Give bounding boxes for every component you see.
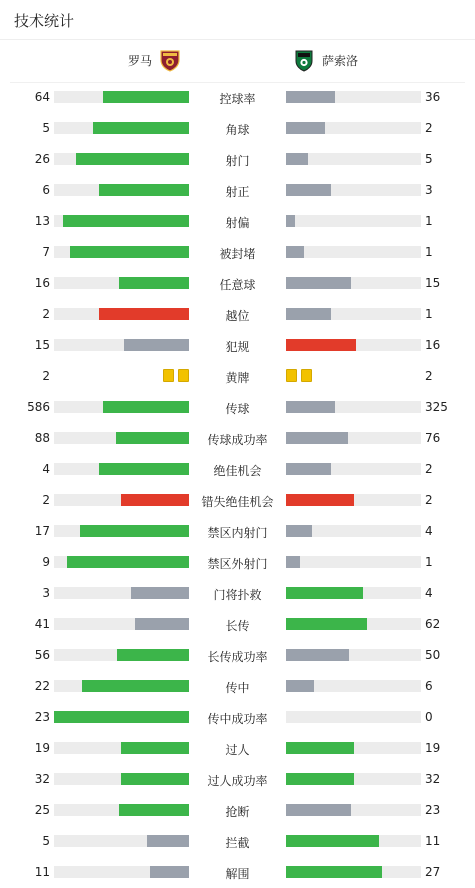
away-bar-fill	[286, 339, 356, 351]
away-value: 19	[425, 741, 441, 755]
stat-row	[0, 670, 475, 701]
stat-row	[0, 391, 475, 422]
stat-label: 过人	[225, 743, 250, 757]
home-bar-track	[54, 246, 189, 258]
stat-row	[0, 329, 475, 360]
away-bar-track	[286, 401, 421, 413]
away-bar-fill	[286, 184, 331, 196]
stat-row	[0, 81, 475, 112]
home-bar-fill	[76, 153, 189, 165]
away-value: 62	[425, 617, 441, 631]
away-value: 0	[425, 710, 433, 724]
away-value: 16	[425, 338, 441, 352]
home-bar-track	[54, 215, 189, 227]
away-bar-fill	[286, 804, 351, 816]
yellow-card-icon	[286, 369, 297, 382]
home-bar-fill	[70, 246, 189, 258]
home-bar-fill	[54, 711, 189, 723]
away-value: 11	[425, 834, 441, 848]
home-bar-track	[54, 835, 189, 847]
away-bar-fill	[286, 277, 351, 289]
stat-label: 错失绝佳机会	[201, 495, 274, 509]
stat-row	[0, 112, 475, 143]
stat-row	[0, 825, 475, 856]
away-bar-track	[286, 246, 421, 258]
stat-label: 传中	[225, 681, 250, 695]
away-bar-fill	[286, 91, 335, 103]
stat-label: 绝佳机会	[213, 464, 262, 478]
stat-row	[0, 608, 475, 639]
home-bar-track	[54, 804, 189, 816]
home-team-name: 罗马	[127, 53, 152, 68]
away-bar-track	[286, 525, 421, 537]
away-bar-track	[286, 587, 421, 599]
away-bar-track	[286, 649, 421, 661]
home-value: 23	[34, 710, 50, 724]
away-bar-track	[286, 711, 421, 723]
home-bar-track	[54, 494, 189, 506]
away-value: 27	[425, 865, 441, 879]
home-value: 586	[27, 400, 50, 414]
away-value: 1	[425, 307, 433, 321]
stat-row	[0, 577, 475, 608]
stat-row	[0, 174, 475, 205]
home-value: 32	[34, 772, 50, 786]
away-bar-fill	[286, 122, 325, 134]
away-bar-track	[286, 308, 421, 320]
away-yellow-cards	[286, 369, 312, 382]
stat-row	[0, 515, 475, 546]
home-value: 5	[42, 121, 50, 135]
home-bar-track	[54, 680, 189, 692]
away-bar-fill	[286, 556, 300, 568]
stat-row	[0, 267, 475, 298]
home-value: 6	[42, 183, 50, 197]
home-value: 26	[34, 152, 50, 166]
home-bar-track	[54, 587, 189, 599]
away-value: 1	[425, 245, 433, 259]
stat-label: 长传成功率	[207, 650, 268, 664]
home-value: 16	[34, 276, 50, 290]
away-bar-track	[286, 494, 421, 506]
home-bar-track	[54, 742, 189, 754]
home-team[interactable]	[128, 48, 182, 72]
away-bar-track	[286, 680, 421, 692]
away-value: 2	[425, 121, 433, 135]
stat-label: 解围	[225, 867, 250, 881]
yellow-card-icon	[163, 369, 174, 382]
home-value: 15	[34, 338, 50, 352]
home-value: 25	[34, 803, 50, 817]
home-value: 19	[34, 741, 50, 755]
yellow-card-icon	[301, 369, 312, 382]
home-value: 17	[34, 524, 50, 538]
away-value: 2	[425, 462, 433, 476]
home-bar-track	[54, 308, 189, 320]
away-bar-track	[286, 835, 421, 847]
away-bar-fill	[286, 525, 312, 537]
stat-label: 传球成功率	[207, 433, 268, 447]
roma-crest-icon	[158, 48, 182, 72]
home-bar-fill	[99, 184, 189, 196]
stat-row	[0, 453, 475, 484]
home-bar-track	[54, 866, 189, 878]
away-bar-track	[286, 153, 421, 165]
stat-row	[0, 422, 475, 453]
stat-label: 角球	[225, 123, 250, 137]
away-bar-fill	[286, 618, 367, 630]
home-bar-fill	[121, 742, 189, 754]
home-bar-track	[54, 649, 189, 661]
stat-row	[0, 236, 475, 267]
away-bar-track	[286, 463, 421, 475]
away-bar-track	[286, 866, 421, 878]
away-value: 36	[425, 90, 441, 104]
teams-row	[10, 40, 465, 83]
home-bar-track	[54, 432, 189, 444]
home-bar-track	[54, 618, 189, 630]
away-value: 50	[425, 648, 441, 662]
home-bar-fill	[121, 494, 189, 506]
away-bar-track	[286, 804, 421, 816]
home-bar-fill	[131, 587, 189, 599]
away-bar-fill	[286, 153, 308, 165]
home-value: 88	[34, 431, 50, 445]
home-bar-fill	[147, 835, 189, 847]
home-bar-track	[54, 184, 189, 196]
away-value: 23	[425, 803, 441, 817]
stats-header	[0, 0, 475, 40]
away-bar-fill	[286, 742, 354, 754]
home-bar-track	[54, 525, 189, 537]
home-bar-track	[54, 556, 189, 568]
home-bar-fill	[80, 525, 189, 537]
stat-row	[0, 360, 475, 391]
away-bar-track	[286, 184, 421, 196]
stat-row	[0, 205, 475, 236]
away-team[interactable]	[292, 48, 358, 72]
home-bar-track	[54, 711, 189, 723]
stat-row	[0, 639, 475, 670]
stat-label: 黄牌	[225, 371, 250, 385]
home-bar-track	[54, 277, 189, 289]
away-value: 32	[425, 772, 441, 786]
away-bar-fill	[286, 680, 314, 692]
home-bar-fill	[103, 91, 189, 103]
sassuolo-crest-icon	[292, 48, 316, 72]
home-bar-track	[54, 122, 189, 134]
away-bar-fill	[286, 432, 348, 444]
home-bar-fill	[121, 773, 189, 785]
away-value: 1	[425, 214, 433, 228]
home-value: 2	[42, 307, 50, 321]
home-value: 2	[42, 493, 50, 507]
home-value: 41	[34, 617, 50, 631]
away-bar-fill	[286, 215, 295, 227]
away-value: 1	[425, 555, 433, 569]
yellow-card-icon	[178, 369, 189, 382]
page-title: 技术统计	[14, 12, 75, 30]
home-bar-fill	[99, 308, 189, 320]
home-bar-fill	[124, 339, 189, 351]
stat-row	[0, 143, 475, 174]
stat-row	[0, 763, 475, 794]
home-value: 2	[42, 369, 50, 383]
stat-row	[0, 298, 475, 329]
home-bar-fill	[63, 215, 189, 227]
home-value: 22	[34, 679, 50, 693]
stat-label: 禁区外射门	[207, 557, 268, 571]
home-value: 5	[42, 834, 50, 848]
away-bar-track	[286, 122, 421, 134]
stat-label: 射偏	[225, 216, 250, 230]
stat-label: 犯规	[225, 340, 250, 354]
away-bar-fill	[286, 587, 363, 599]
home-bar-fill	[150, 866, 189, 878]
home-bar-fill	[116, 432, 189, 444]
home-bar-fill	[99, 463, 189, 475]
away-bar-fill	[286, 773, 354, 785]
home-bar-track	[54, 463, 189, 475]
stat-label: 越位	[225, 309, 250, 323]
home-value: 7	[42, 245, 50, 259]
home-value: 3	[42, 586, 50, 600]
away-bar-track	[286, 215, 421, 227]
home-bar-fill	[135, 618, 189, 630]
home-value: 56	[34, 648, 50, 662]
away-value: 4	[425, 524, 433, 538]
stat-label: 传球	[225, 402, 250, 416]
away-value: 6	[425, 679, 433, 693]
stat-label: 射正	[225, 185, 250, 199]
away-bar-fill	[286, 494, 354, 506]
stat-label: 控球率	[219, 92, 256, 106]
away-value: 3	[425, 183, 433, 197]
stat-row	[0, 732, 475, 763]
away-bar-fill	[286, 463, 331, 475]
home-value: 11	[34, 865, 50, 879]
away-bar-track	[286, 339, 421, 351]
home-bar-fill	[82, 680, 189, 692]
stat-label: 拦截	[225, 836, 250, 850]
home-bar-fill	[117, 649, 189, 661]
home-bar-fill	[93, 122, 189, 134]
stat-label: 门将扑救	[213, 588, 262, 602]
home-bar-fill	[103, 401, 189, 413]
away-bar-fill	[286, 835, 379, 847]
stat-row	[0, 484, 475, 515]
home-value: 64	[34, 90, 50, 104]
home-bar-track	[54, 91, 189, 103]
away-value: 5	[425, 152, 433, 166]
away-value: 4	[425, 586, 433, 600]
home-value: 9	[42, 555, 50, 569]
home-bar-track	[54, 401, 189, 413]
away-bar-track	[286, 432, 421, 444]
away-bar-fill	[286, 246, 304, 258]
home-bar-fill	[119, 804, 189, 816]
home-bar-track	[54, 773, 189, 785]
home-value: 13	[34, 214, 50, 228]
stat-label: 射门	[225, 154, 250, 168]
away-bar-fill	[286, 649, 349, 661]
away-bar-track	[286, 618, 421, 630]
stat-label: 抢断	[225, 805, 250, 819]
stat-row	[0, 794, 475, 825]
away-value: 76	[425, 431, 441, 445]
away-value: 2	[425, 369, 433, 383]
home-value: 4	[42, 462, 50, 476]
home-bar-fill	[67, 556, 189, 568]
away-bar-fill	[286, 866, 382, 878]
home-bar-track	[54, 153, 189, 165]
away-bar-fill	[286, 308, 331, 320]
away-bar-fill	[286, 401, 335, 413]
away-bar-track	[286, 556, 421, 568]
away-value: 15	[425, 276, 441, 290]
away-bar-track	[286, 91, 421, 103]
stat-label: 任意球	[219, 278, 256, 292]
away-team-name: 萨索洛	[322, 53, 359, 68]
away-bar-track	[286, 773, 421, 785]
home-yellow-cards	[163, 369, 189, 382]
home-bar-track	[54, 339, 189, 351]
home-bar-fill	[119, 277, 189, 289]
stat-row	[0, 856, 475, 887]
away-bar-track	[286, 277, 421, 289]
stat-label: 长传	[225, 619, 250, 633]
away-value: 2	[425, 493, 433, 507]
stat-label: 被封堵	[219, 247, 256, 261]
stats-list	[0, 81, 475, 887]
stat-row	[0, 546, 475, 577]
away-value: 325	[425, 400, 448, 414]
stat-label: 过人成功率	[207, 774, 268, 788]
stat-label: 传中成功率	[207, 712, 268, 726]
stat-row	[0, 701, 475, 732]
away-bar-track	[286, 742, 421, 754]
stat-label: 禁区内射门	[207, 526, 268, 540]
